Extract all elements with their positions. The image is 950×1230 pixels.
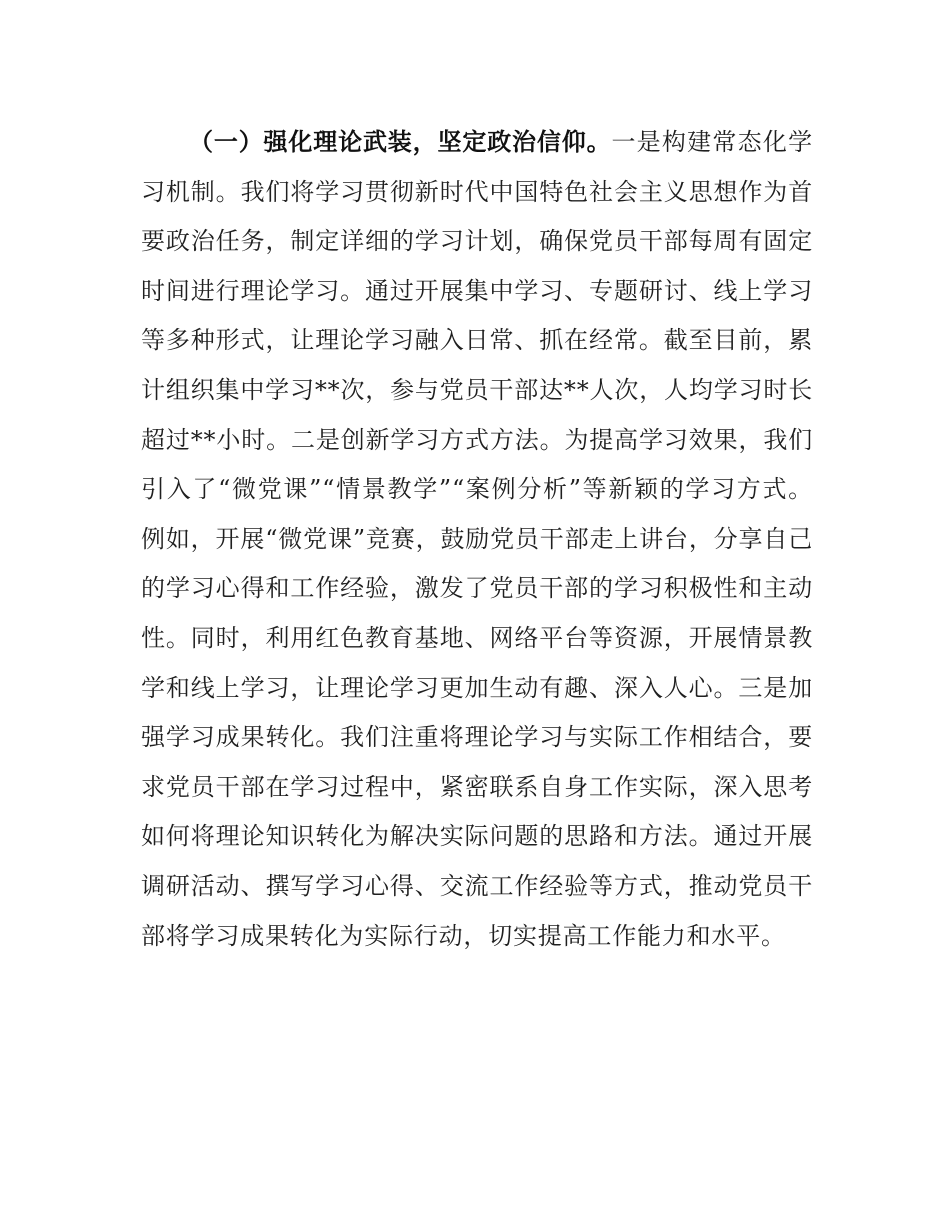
body-paragraph: [141, 118, 813, 961]
section-heading: （一）强化理论武装，坚定政治信仰。: [189, 128, 612, 156]
body-text: 一是构建常态化学习机制。我们将学习贯彻新时代中国特色社会主义思想作为首要政治任务，制定详细的学习计划，确保党员干部每周有固定时间进行理论学习。通过开展集中学习、专题研讨、线上学习等多种形式，让理论学习融入日常、抓在经常。截至目前，累计组织集中学习**次，参与党员干部达**人次，人均学习时长超过**小时。二是创新学习方式方法。为提高学习效果，我们引入了“微党课”“情景教学”“案例分析”等新颖的学习方式。例如，开展“微党课”竞赛，鼓励党员干部走上讲台，分享自己的学习心得和工作经验，激发了党员干部的学习积极性和主动性。同时，利用红色教育基地、网络平台等资源，开展情景教学和线上学习，让理论学习更加生动有趣、深入人心。三是加强学习成果转化。我们注重将理论学习与实际工作相结合，要求党员干部在学习过程中，紧密联系自身工作实际，深入思考如何将理论知识转化为解决实际问题的思路和方法。通过开展调研活动、撰写学习心得、交流工作经验等方式，推动党员干部将学习成果转化为实际行动，切实提高工作能力和水平。: [141, 128, 813, 950]
